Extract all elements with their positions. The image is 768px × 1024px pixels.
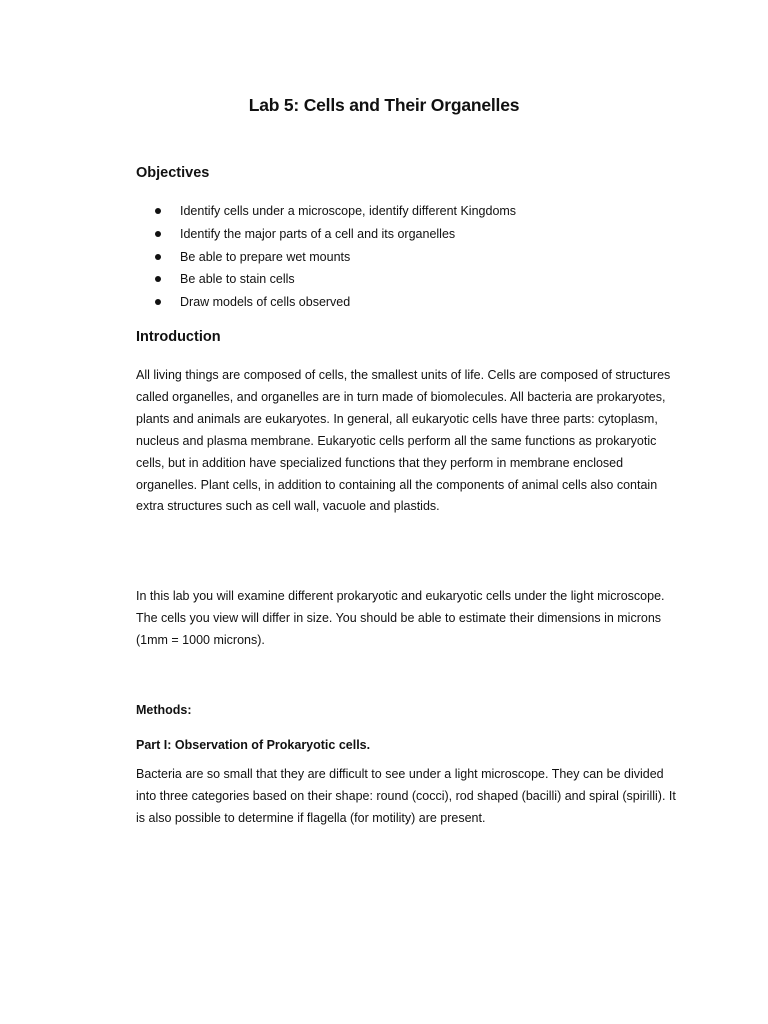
part1-heading: Part I: Observation of Prokaryotic cells. (136, 738, 371, 752)
lab-overview-paragraph: In this lab you will examine different prokaryotic and eukaryotic cells under the light microscope. The cells you view will differ in size. You should be able to estimate their dimensions in microns (1mm = 1000 microns). (136, 589, 665, 647)
list-item (155, 226, 516, 249)
methods-heading: Methods: (136, 703, 192, 717)
list-item (155, 271, 516, 294)
objectives-list (155, 203, 516, 317)
bullet-icon (155, 254, 161, 260)
page-title: Lab 5: Cells and Their Organelles (248, 95, 520, 115)
list-item-text: Identify the major parts of a cell and its organelles (180, 226, 456, 241)
list-item-text: Identify cells under a microscope, identify different Kingdoms (180, 204, 517, 218)
list-item (155, 249, 516, 272)
bullet-icon (155, 208, 161, 214)
list-item-text: Draw models of cells observed (180, 295, 351, 310)
bullet-icon (155, 276, 161, 282)
list-item (155, 203, 516, 226)
bullet-icon (155, 231, 161, 237)
list-item-text: Be able to prepare wet mounts (180, 249, 351, 264)
bullet-icon (155, 299, 161, 305)
list-item (155, 294, 516, 317)
intro-paragraph: All living things are composed of cells, the smallest units of life. Cells are composed of structures called organelles, and organelles are in turn made of biomolecules. All bacteria are prokaryotes, plants and animals are eukaryotes. In general, all eukaryotic cells have three parts: cytoplasm, nucleus and plasma membrane. Eukaryotic cells perform all the same functions as prokaryotic cells, but in addition have specialized functions that they perform in membrane enclosed organelles. Plant cells, in addition to containing all the components of animal cells also contain extra structures such as cell wall, vacuole and plastids. (136, 368, 671, 514)
introduction-heading: Introduction (136, 329, 221, 345)
part1-paragraph: Bacteria are so small that they are difficult to see under a light microscope. They can be divided into three categories based on their shape: round (cocci), rod shaped (bacilli) and spiral (spirilli). It is also possible to determine if flagella (for motility) are present. (136, 767, 676, 825)
objectives-heading: Objectives (136, 165, 210, 181)
list-item-text: Be able to stain cells (180, 272, 295, 287)
